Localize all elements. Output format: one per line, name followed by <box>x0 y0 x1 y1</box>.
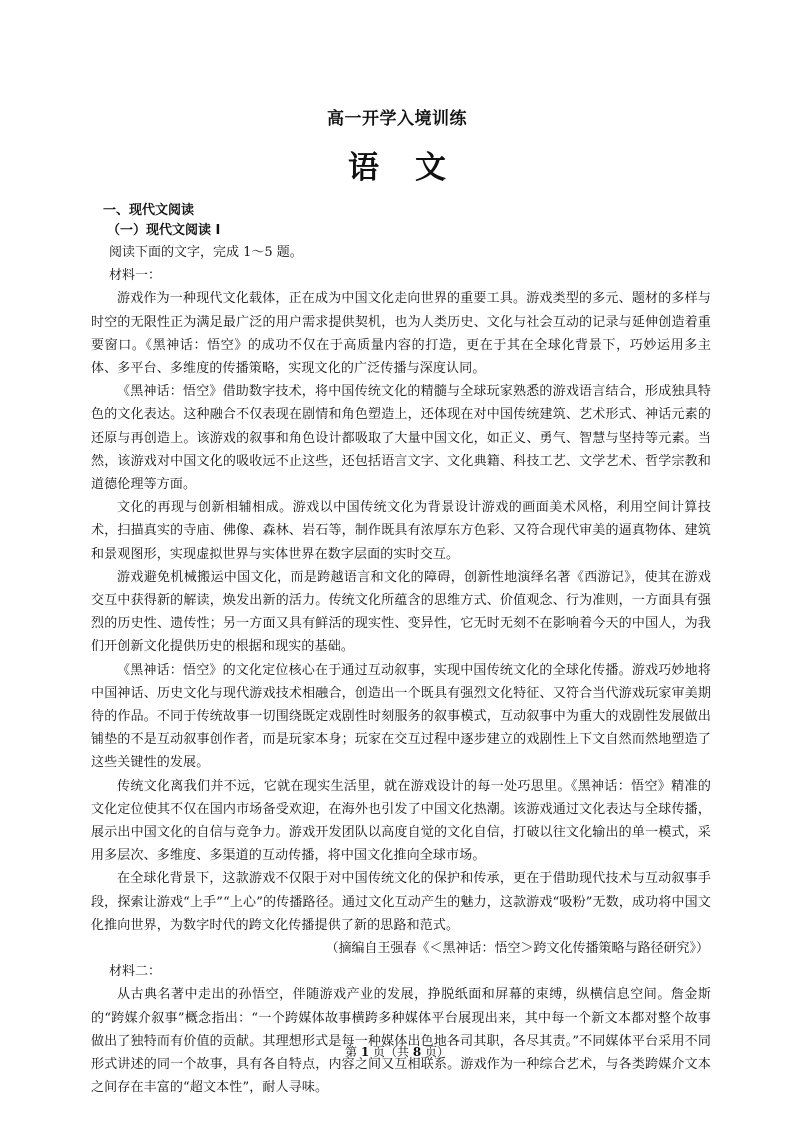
material1-source: （摘编自王强春《＜黑神话：悟空＞跨文化传播策略与路径研究》） <box>325 941 709 957</box>
material2-paragraph: 从古典名著中走出的孙悟空，伴随游戏产业的发展，挣脱纸面和屏幕的束缚，纵横信息空间。詹金斯的“跨媒介叙事”概念指出：“一个跨媒体故事横跨多种媒体平台展现出来，其中每一个新文本都对整个故事做出了独特而有价值的贡献。其理想形式是每一种媒体出色地各司其职，各尽其责。”不同媒体平台采用不同形式讲述的同一个故事，具有各自特点，内容之间又互相联系。游戏作为一种综合艺术，与各类跨媒介文本之间存在丰富的“超文本性”，耐人寻味。 <box>91 987 711 1096</box>
reading-content <box>91 201 711 1099</box>
material1-label: 材料一： <box>109 268 162 284</box>
material1-paragraph: 游戏作为一种现代文化载体，正在成为中国文化走向世界的重要工具。游戏类型的多元、题材的多样与时空的无限性正为满足最广泛的用户需求提供契机，也为人类历史、文化与社会互动的记录与延伸创造着重要窗口。《黑神话：悟空》的成功不仅在于高质量内容的打造，更在于其在全球化背景下，巧妙运用多主体、多平台、多维度的传播策略，实现文化的广泛传播与深度认同。 <box>91 291 711 376</box>
material1-paragraph: 游戏避免机械搬运中国文化，而是跨越语言和文化的障碍，创新性地演绎名著《西游记》，使其在游戏交互中获得新的解读，焕发出新的活力。传统文化所蕴含的思维方式、价值观念、行为准则，一方面具有强烈的历史性、遗传性；另一方面又具有鲜活的现实性、变异性，它无时无刻不在影响着今天的中国人，为我们开创新文化提供历史的根据和现实的基础。 <box>91 569 711 655</box>
subsection-heading: （一）现代文阅读 I <box>107 223 221 238</box>
material1-paragraph: 文化的再现与创新相辅相成。游戏以中国传统文化为背景设计游戏的画面美术风格，利用空间计算技术，扫描真实的寺庙、佛像、森林、岩石等，制作既具有浓厚东方色彩、又符合现代审美的逼真物体、建筑和景观图形，实现虚拟世界与实体世界在数字层面的实时交互。 <box>91 500 711 562</box>
section-heading: 一、现代文阅读 <box>103 203 195 218</box>
footer-middle: 页（共 <box>369 1045 413 1059</box>
footer-page-number: 1 <box>360 1045 370 1059</box>
instruction: 阅读下面的文字，完成 1～5 题。 <box>109 245 303 260</box>
exam-title: 高一开学入境训练 <box>327 109 467 129</box>
material2-label: 材料二： <box>109 964 162 980</box>
material1-paragraph: 《黑神话：悟空》借助数字技术，将中国传统文化的精髓与全球玩家熟悉的游戏语言结合，形成独具特色的文化表达。这种融合不仅表现在剧情和角色塑造上，还体现在对中国传统建筑、艺术形式、神话元素的还原与再创造上。该游戏的叙事和角色设计都吸取了大量中国文化，如正义、勇气、智慧与坚持等元素。当然，该游戏对中国文化的吸收远不止这些，还包括语言文字、文化典籍、科技工艺、文学艺术、哲学宗教和道德伦理等方面。 <box>91 384 711 492</box>
footer-prefix: 第 <box>344 1045 361 1059</box>
page-footer <box>0 1043 794 1060</box>
material1-paragraph: 《黑神话：悟空》的文化定位核心在于通过互动叙事，实现中国传统文化的全球化传播。游戏巧妙地将中国神话、历史文化与现代游戏技术相融合，创造出一个既具有强烈文化特征、又符合当代游戏玩家审美期待的作品。不同于传统故事一切围绕既定戏剧性时刻服务的叙事模式，互动叙事中为重大的戏剧性发展做出铺垫的不是互动叙事创作者，而是玩家本身；玩家在交互过程中逐步建立的戏剧性上下文自然而然地塑造了这些关键性的发展。 <box>91 662 711 771</box>
material1-paragraph: 传统文化离我们并不远，它就在现实生活里，就在游戏设计的每一处巧思里。《黑神话：悟空》精准的文化定位使其不仅在国内市场备受欢迎，在海外也引发了中国文化热潮。该游戏通过文化表达与全球传播，展示出中国文化的自信与竞争力。游戏开发团队以高度自觉的文化自信，打破以往文化输出的单一模式，采用多层次、多维度、多渠道的互动传播，将中国文化推向全球市场。 <box>91 778 711 864</box>
footer-suffix: 页） <box>421 1045 449 1059</box>
footer-total-pages: 8 <box>412 1045 422 1059</box>
material1-paragraph: 在全球化背景下，这款游戏不仅限于对中国传统文化的保护和传承，更在于借助现代技术与互动叙事手段，探索让游戏“上手”“上心”的传播路径。通过文化互动产生的魅力，这款游戏“吸粉”无数，成功将中国文化推向世界，为数字时代的跨文化传播提供了新的思路和范式。 <box>91 871 711 933</box>
subject-title: 语文 <box>348 150 482 186</box>
